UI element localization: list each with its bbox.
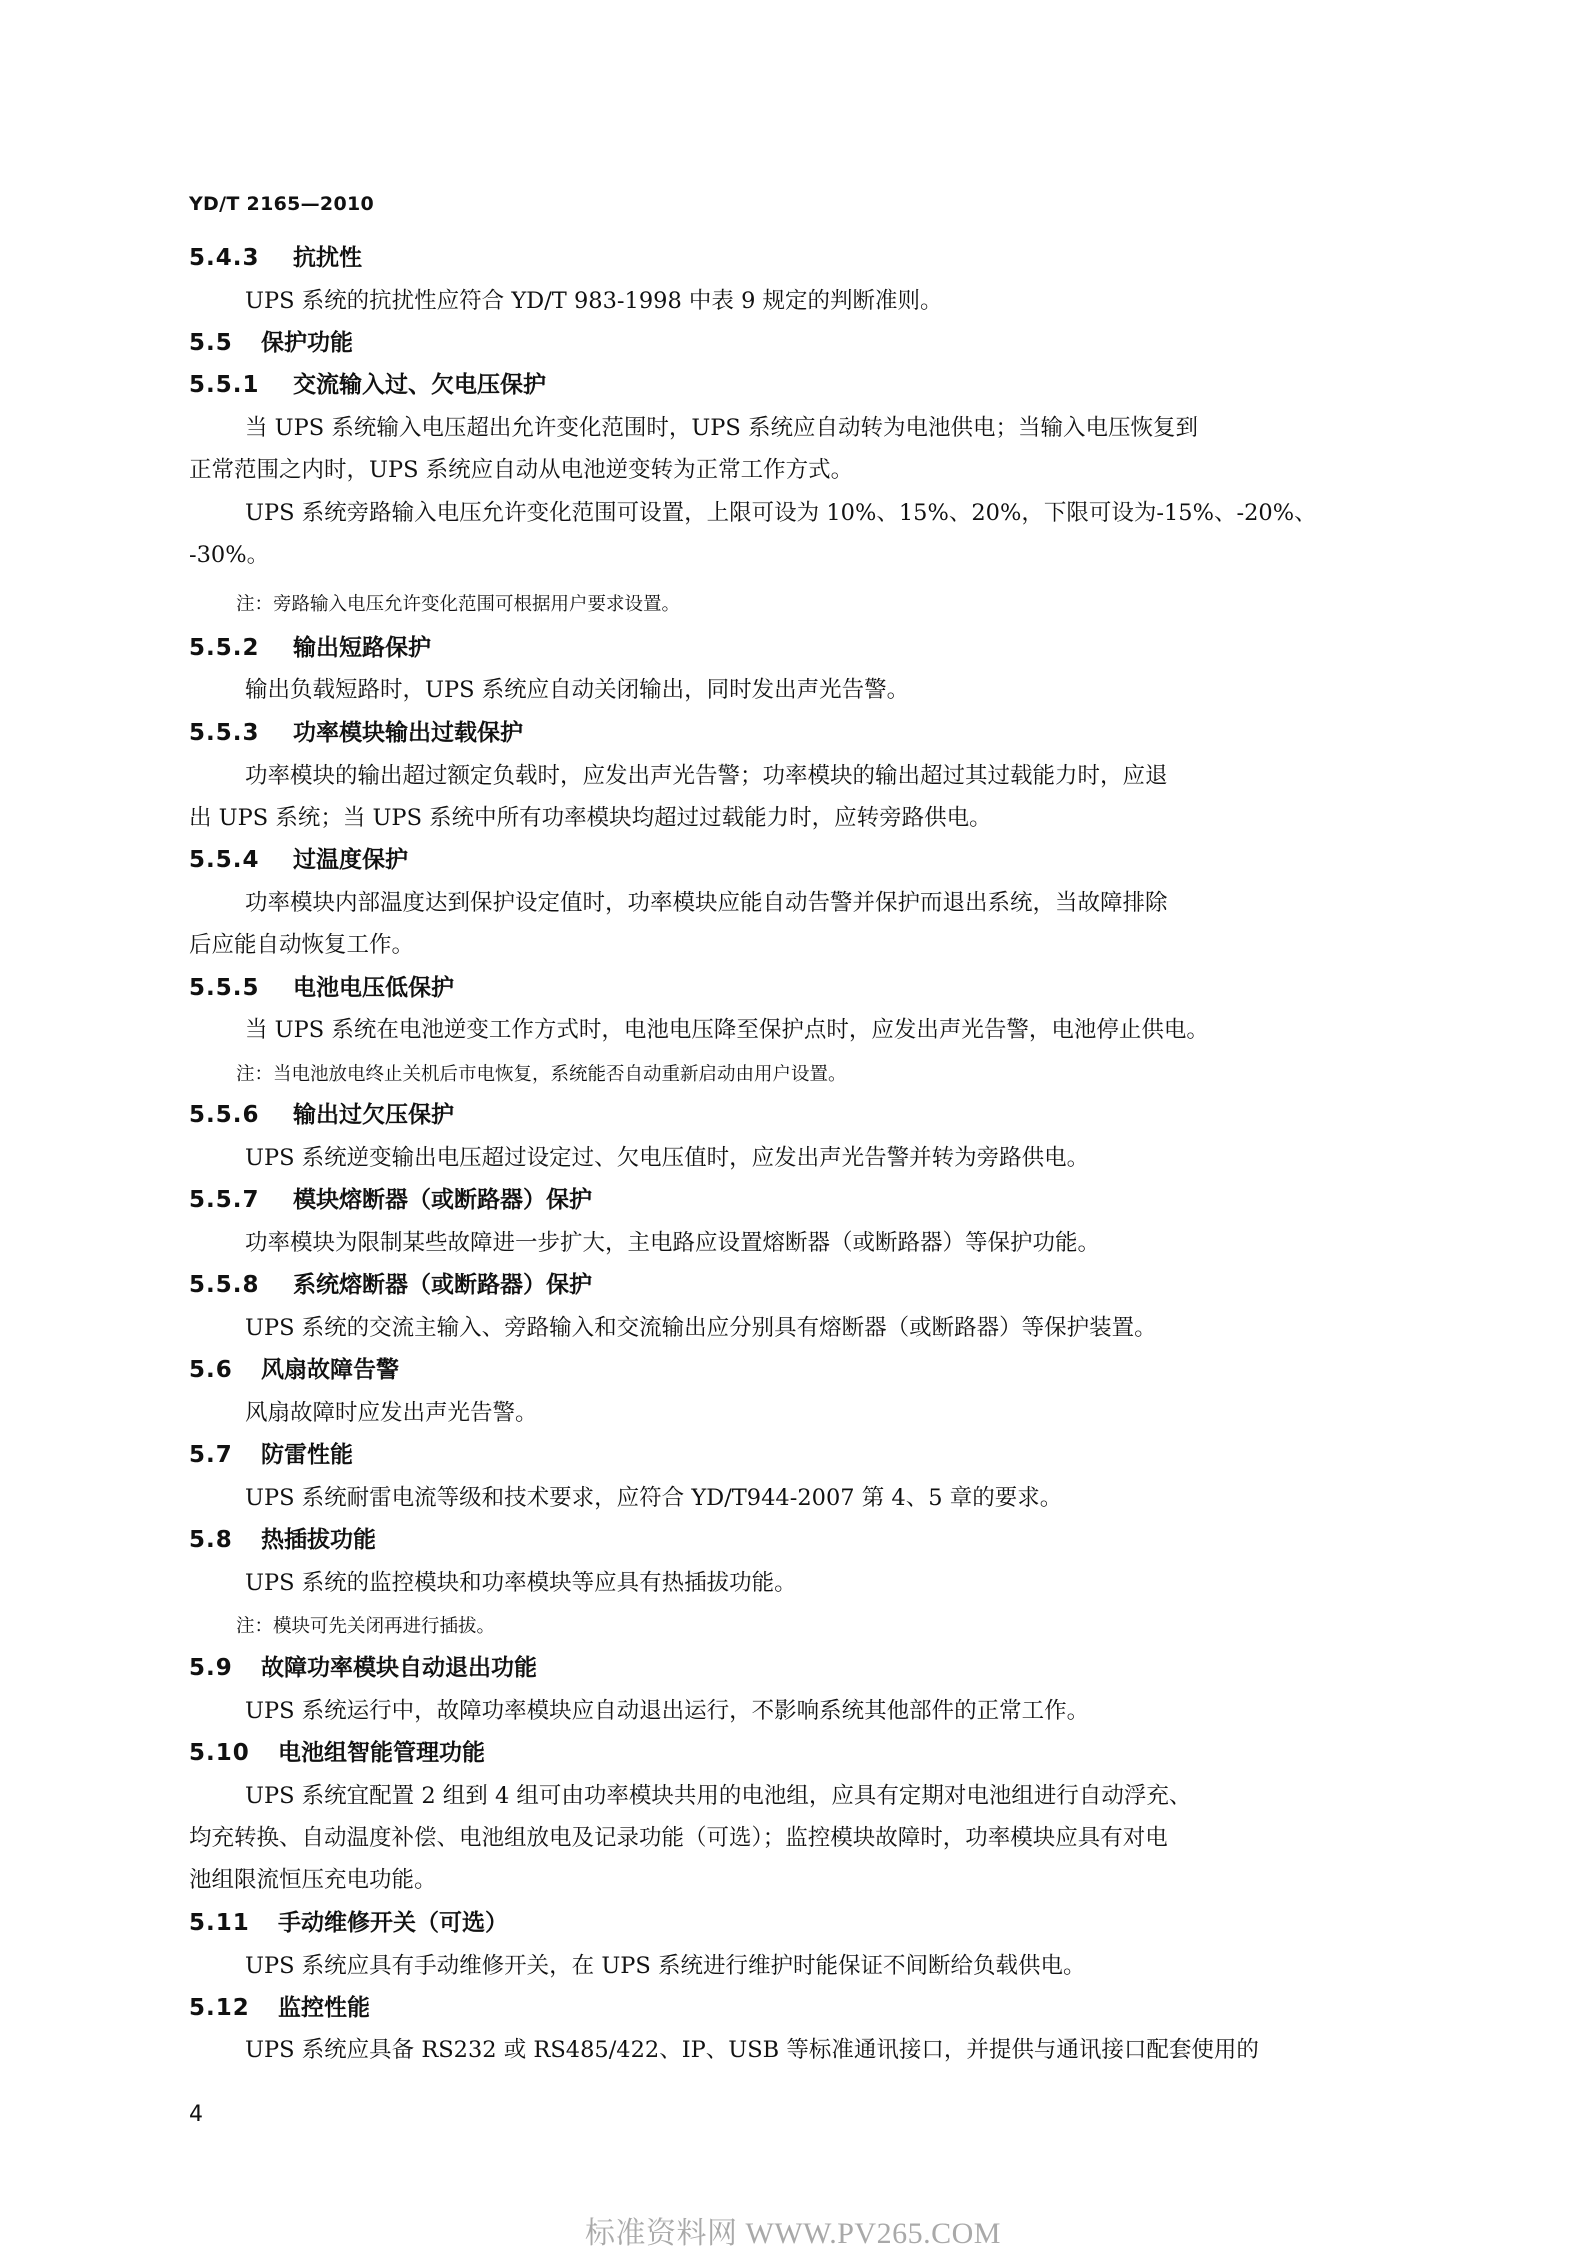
section-number: 5.8 (189, 1527, 233, 1553)
section-heading-5-11 (189, 1908, 508, 1938)
section-heading-5-7 (189, 1440, 353, 1470)
section-title: 输出过欠压保护 (293, 1102, 454, 1128)
section-heading-5-9 (189, 1653, 537, 1683)
section-number: 5.5.3 (189, 720, 260, 746)
section-heading-5-5-4 (189, 845, 408, 875)
paragraph-line: 池组限流恒压充电功能。 (189, 1867, 437, 1893)
section-title: 过温度保护 (293, 847, 408, 873)
section-title: 故障功率模块自动退出功能 (261, 1655, 537, 1681)
paragraph: UPS 系统耐雷电流等级和技术要求，应符合 YD/T944-2007 第 4、5 章的要求。 (245, 1485, 1063, 1511)
section-heading-5-5-1 (189, 370, 546, 400)
section-title: 风扇故障告警 (261, 1357, 399, 1383)
section-title: 手动维修开关（可选） (278, 1910, 508, 1936)
paragraph-line: 当 UPS 系统输入电压超出允许变化范围时，UPS 系统应自动转为电池供电；当输入电压恢复到 (245, 415, 1198, 441)
paragraph-line: 正常范围之内时，UPS 系统应自动从电池逆变转为正常工作方式。 (189, 457, 854, 483)
note: 注：旁路输入电压允许变化范围可根据用户要求设置。 (236, 594, 681, 615)
section-heading-5-5-5 (189, 973, 454, 1003)
section-heading-5-5-2 (189, 633, 431, 663)
section-number: 5.7 (189, 1442, 233, 1468)
section-number: 5.6 (189, 1357, 233, 1383)
paragraph-line: 出 UPS 系统；当 UPS 系统中所有功率模块均超过过载能力时，应转旁路供电。 (189, 805, 992, 831)
section-number: 5.5 (189, 330, 233, 356)
section-heading-5-5 (189, 328, 353, 358)
paragraph: UPS 系统的监控模块和功率模块等应具有热插拔功能。 (245, 1570, 797, 1596)
note: 注：当电池放电终止关机后市电恢复，系统能否自动重新启动由用户设置。 (236, 1064, 847, 1085)
paragraph: UPS 系统应具有手动维修开关，在 UPS 系统进行维护时能保证不间断给负载供电。 (245, 1953, 1086, 1979)
section-number: 5.4.3 (189, 245, 260, 271)
paragraph-line: 功率模块内部温度达到保护设定值时，功率模块应能自动告警并保护而退出系统，当故障排除 (245, 890, 1168, 916)
section-number: 5.5.7 (189, 1187, 260, 1213)
paragraph: 输出负载短路时，UPS 系统应自动关闭输出，同时发出声光告警。 (245, 677, 910, 703)
section-title: 保护功能 (261, 330, 353, 356)
paragraph: UPS 系统的交流主输入、旁路输入和交流输出应分别具有熔断器（或断路器）等保护装置。 (245, 1315, 1157, 1341)
section-heading-5-8 (189, 1525, 376, 1555)
section-title: 热插拔功能 (261, 1527, 376, 1553)
section-title: 电池电压低保护 (293, 975, 454, 1001)
section-number: 5.5.1 (189, 372, 260, 398)
section-heading-5-5-8 (189, 1270, 592, 1300)
section-number: 5.5.4 (189, 847, 260, 873)
section-title: 模块熔断器（或断路器）保护 (293, 1187, 592, 1213)
paragraph-line: -30%。 (189, 542, 270, 568)
section-title: 监控性能 (278, 1995, 370, 2021)
note: 注：模块可先关闭再进行插拔。 (236, 1616, 496, 1637)
section-title: 防雷性能 (261, 1442, 353, 1468)
paragraph-line: 后应能自动恢复工作。 (189, 932, 415, 958)
section-number: 5.5.6 (189, 1102, 260, 1128)
paragraph: 当 UPS 系统在电池逆变工作方式时，电池电压降至保护点时，应发出声光告警，电池停止供电。 (245, 1017, 1209, 1043)
section-number: 5.11 (189, 1910, 250, 1936)
section-title: 功率模块输出过载保护 (293, 720, 523, 746)
paragraph-line: UPS 系统旁路输入电压允许变化范围可设置，上限可设为 10%、15%、20%，下限可设为-15%、-20%、 (245, 500, 1317, 526)
paragraph: UPS 系统运行中，故障功率模块应自动退出运行，不影响系统其他部件的正常工作。 (245, 1698, 1090, 1724)
section-number: 5.5.8 (189, 1272, 260, 1298)
section-number: 5.5.2 (189, 635, 260, 661)
section-heading-5-6 (189, 1355, 399, 1385)
paragraph-line: UPS 系统宜配置 2 组到 4 组可由功率模块共用的电池组，应具有定期对电池组进行自动浮充、 (245, 1783, 1192, 1809)
paragraph: UPS 系统逆变输出电压超过设定过、欠电压值时，应发出声光告警并转为旁路供电。 (245, 1145, 1090, 1171)
page-number: 4 (189, 2102, 203, 2127)
section-title: 系统熔断器（或断路器）保护 (293, 1272, 592, 1298)
section-title: 输出短路保护 (293, 635, 431, 661)
section-title: 抗扰性 (293, 245, 362, 271)
section-title: 交流输入过、欠电压保护 (293, 372, 546, 398)
section-heading-5-5-6 (189, 1100, 454, 1130)
section-number: 5.10 (189, 1740, 250, 1766)
section-heading-5-5-7 (189, 1185, 592, 1215)
paragraph: 功率模块为限制某些故障进一步扩大，主电路应设置熔断器（或断路器）等保护功能。 (245, 1230, 1101, 1256)
paragraph: 风扇故障时应发出声光告警。 (245, 1400, 538, 1426)
paragraph: UPS 系统应具备 RS232 或 RS485/422、IP、USB 等标准通讯接口，并提供与通讯接口配套使用的 (245, 2037, 1259, 2063)
watermark: 标准资料网 WWW.PV265.COM (585, 2217, 1001, 2250)
section-number: 5.9 (189, 1655, 233, 1681)
section-number: 5.12 (189, 1995, 250, 2021)
section-number: 5.5.5 (189, 975, 260, 1001)
section-heading-5-10 (189, 1738, 485, 1768)
section-title: 电池组智能管理功能 (278, 1740, 485, 1766)
paragraph-line: 均充转换、自动温度补偿、电池组放电及记录功能（可选）；监控模块故障时，功率模块应具有对电 (189, 1825, 1168, 1851)
paragraph-line: 功率模块的输出超过额定负载时，应发出声光告警；功率模块的输出超过其过载能力时，应退 (245, 763, 1168, 789)
section-heading-5-5-3 (189, 718, 523, 748)
section-heading-5-12 (189, 1993, 370, 2023)
paragraph: UPS 系统的抗扰性应符合 YD/T 983-1998 中表 9 规定的判断准则。 (245, 288, 943, 314)
document-id: YD/T 2165—2010 (189, 193, 375, 215)
section-heading-5-4-3 (189, 243, 362, 273)
